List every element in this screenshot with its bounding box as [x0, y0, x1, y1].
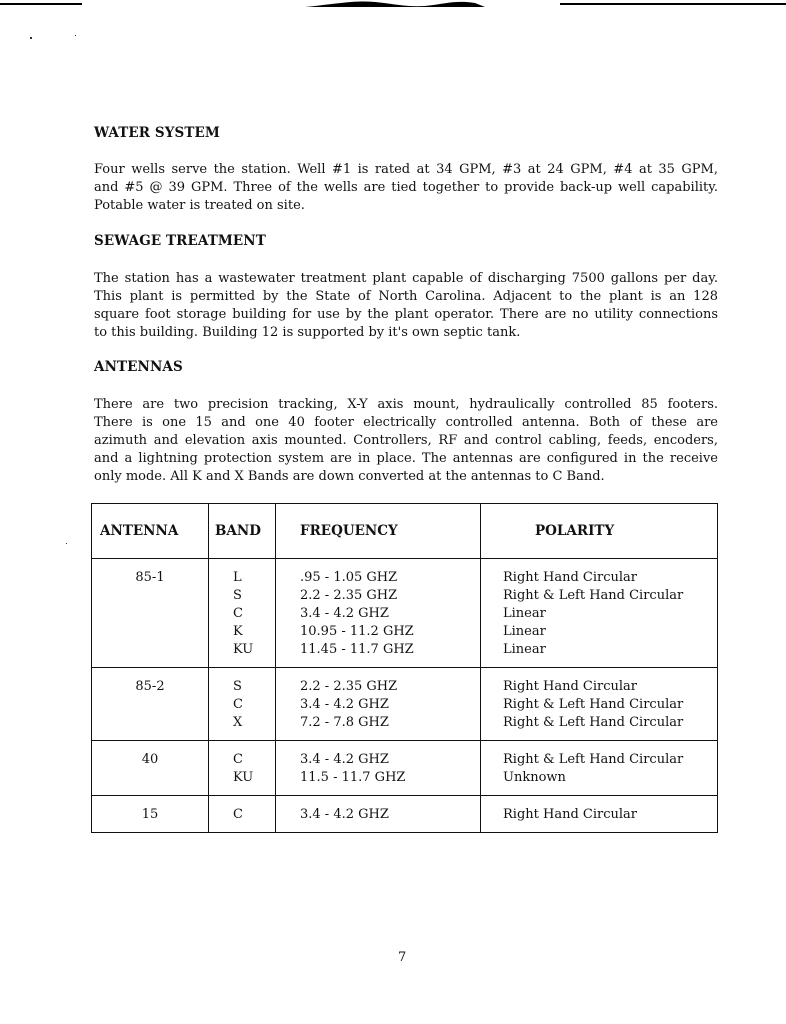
- frequency-value: .95 - 1.05 GHZ: [300, 570, 398, 585]
- polarity-value: Right & Left Hand Circular: [503, 697, 684, 712]
- cell-pol: [481, 559, 718, 668]
- cell-pol: [481, 796, 718, 833]
- frequency-value: 10.95 - 11.2 GHZ: [300, 624, 414, 639]
- polarity-value: Right Hand Circular: [503, 679, 638, 694]
- band-value: KU: [233, 770, 254, 785]
- column-header-band: BAND: [209, 504, 276, 559]
- polarity-value: Right Hand Circular: [503, 807, 638, 822]
- frequency-value: 2.2 - 2.35 GHZ: [300, 679, 398, 694]
- column-header-frequency: FREQUENCY: [276, 504, 481, 559]
- antenna-id: 40: [141, 752, 159, 767]
- table-row: [92, 559, 718, 668]
- column-header-polarity: POLARITY: [481, 504, 718, 559]
- paragraph-line: and a lightning protection system are in place. The antennas are configured in the receive: [94, 451, 718, 466]
- cell-antenna: [92, 741, 209, 796]
- band-value: L: [233, 570, 242, 585]
- polarity-value: Linear: [503, 606, 546, 621]
- band-value: C: [233, 697, 243, 712]
- antenna-id: 85-1: [135, 570, 165, 585]
- paragraph-line: There are two precision tracking, X-Y axis mount, hydraulically controlled 85 footers.: [94, 397, 718, 412]
- paragraph-line: This plant is permitted by the State of North Carolina. Adjacent to the plant is an 128: [94, 289, 718, 304]
- band-value: C: [233, 752, 243, 767]
- polarity-value: Linear: [503, 642, 546, 657]
- cell-antenna: [92, 796, 209, 833]
- frequency-value: 3.4 - 4.2 GHZ: [300, 752, 389, 767]
- cell-freq: [276, 741, 481, 796]
- band-value: KU: [233, 642, 254, 657]
- paragraph-line: The station has a wastewater treatment plant capable of discharging 7500 gallons per day.: [94, 271, 718, 286]
- band-value: X: [233, 715, 243, 730]
- paragraph-line: Four wells serve the station. Well #1 is rated at 34 GPM, #3 at 24 GPM, #4 at 35 GPM,: [94, 162, 718, 177]
- paragraph-line: Potable water is treated on site.: [94, 198, 305, 213]
- frequency-value: 7.2 - 7.8 GHZ: [300, 715, 389, 730]
- scan-speck: [30, 37, 32, 39]
- scan-speck: [66, 543, 67, 544]
- section-heading-water-system: WATER SYSTEM: [94, 125, 220, 141]
- antenna-id: 15: [141, 807, 159, 822]
- sewage-treatment-paragraph: [94, 270, 718, 342]
- table-header-row: [92, 504, 718, 559]
- polarity-value: Linear: [503, 624, 546, 639]
- column-header-antenna: ANTENNA: [92, 504, 209, 559]
- paragraph-line: square foot storage building for use by the plant operator. There are no utility connections: [94, 307, 718, 322]
- cell-antenna: [92, 559, 209, 668]
- frequency-value: 3.4 - 4.2 GHZ: [300, 606, 389, 621]
- cell-band: [209, 796, 276, 833]
- frequency-value: 11.45 - 11.7 GHZ: [300, 642, 414, 657]
- frequency-value: 11.5 - 11.7 GHZ: [300, 770, 406, 785]
- antenna-id: 85-2: [135, 679, 165, 694]
- section-heading-antennas: ANTENNAS: [94, 359, 183, 375]
- antenna-table: [91, 503, 718, 833]
- paragraph-line: azimuth and elevation axis mounted. Controllers, RF and control cabling, feeds, encoders,: [94, 433, 718, 448]
- paragraph-line: to this building. Building 12 is supported by it's own septic tank.: [94, 325, 521, 340]
- band-value: C: [233, 606, 243, 621]
- scan-mark-left: [0, 3, 82, 5]
- polarity-value: Right Hand Circular: [503, 570, 638, 585]
- band-value: S: [233, 679, 242, 694]
- paragraph-line: only mode. All K and X Bands are down converted at the antennas to C Band.: [94, 469, 605, 484]
- polarity-value: Right & Left Hand Circular: [503, 715, 684, 730]
- cell-freq: [276, 559, 481, 668]
- cell-pol: [481, 668, 718, 741]
- band-value: C: [233, 807, 243, 822]
- polarity-value: Right & Left Hand Circular: [503, 588, 684, 603]
- frequency-value: 3.4 - 4.2 GHZ: [300, 807, 389, 822]
- cell-band: [209, 559, 276, 668]
- frequency-value: 2.2 - 2.35 GHZ: [300, 588, 398, 603]
- band-value: K: [233, 624, 243, 639]
- page-number: 7: [398, 950, 407, 965]
- table-row: [92, 796, 718, 833]
- cell-antenna: [92, 668, 209, 741]
- paragraph-line: There is one 15 and one 40 footer electrically controlled antenna. Both of these are: [94, 415, 718, 430]
- cell-freq: [276, 796, 481, 833]
- antennas-paragraph: [94, 396, 718, 486]
- polarity-value: Unknown: [503, 770, 566, 785]
- scan-mark-center: [305, 0, 485, 8]
- cell-band: [209, 668, 276, 741]
- table-body: [92, 559, 718, 833]
- polarity-value: Right & Left Hand Circular: [503, 752, 684, 767]
- frequency-value: 3.4 - 4.2 GHZ: [300, 697, 389, 712]
- band-value: S: [233, 588, 242, 603]
- water-system-paragraph: [94, 161, 718, 215]
- paragraph-line: and #5 @ 39 GPM. Three of the wells are tied together to provide back-up well capability.: [94, 180, 718, 195]
- scan-mark-right: [560, 3, 786, 5]
- cell-freq: [276, 668, 481, 741]
- table-row: [92, 741, 718, 796]
- scan-speck: [75, 35, 76, 36]
- cell-band: [209, 741, 276, 796]
- table-row: [92, 668, 718, 741]
- section-heading-sewage-treatment: SEWAGE TREATMENT: [94, 233, 266, 249]
- cell-pol: [481, 741, 718, 796]
